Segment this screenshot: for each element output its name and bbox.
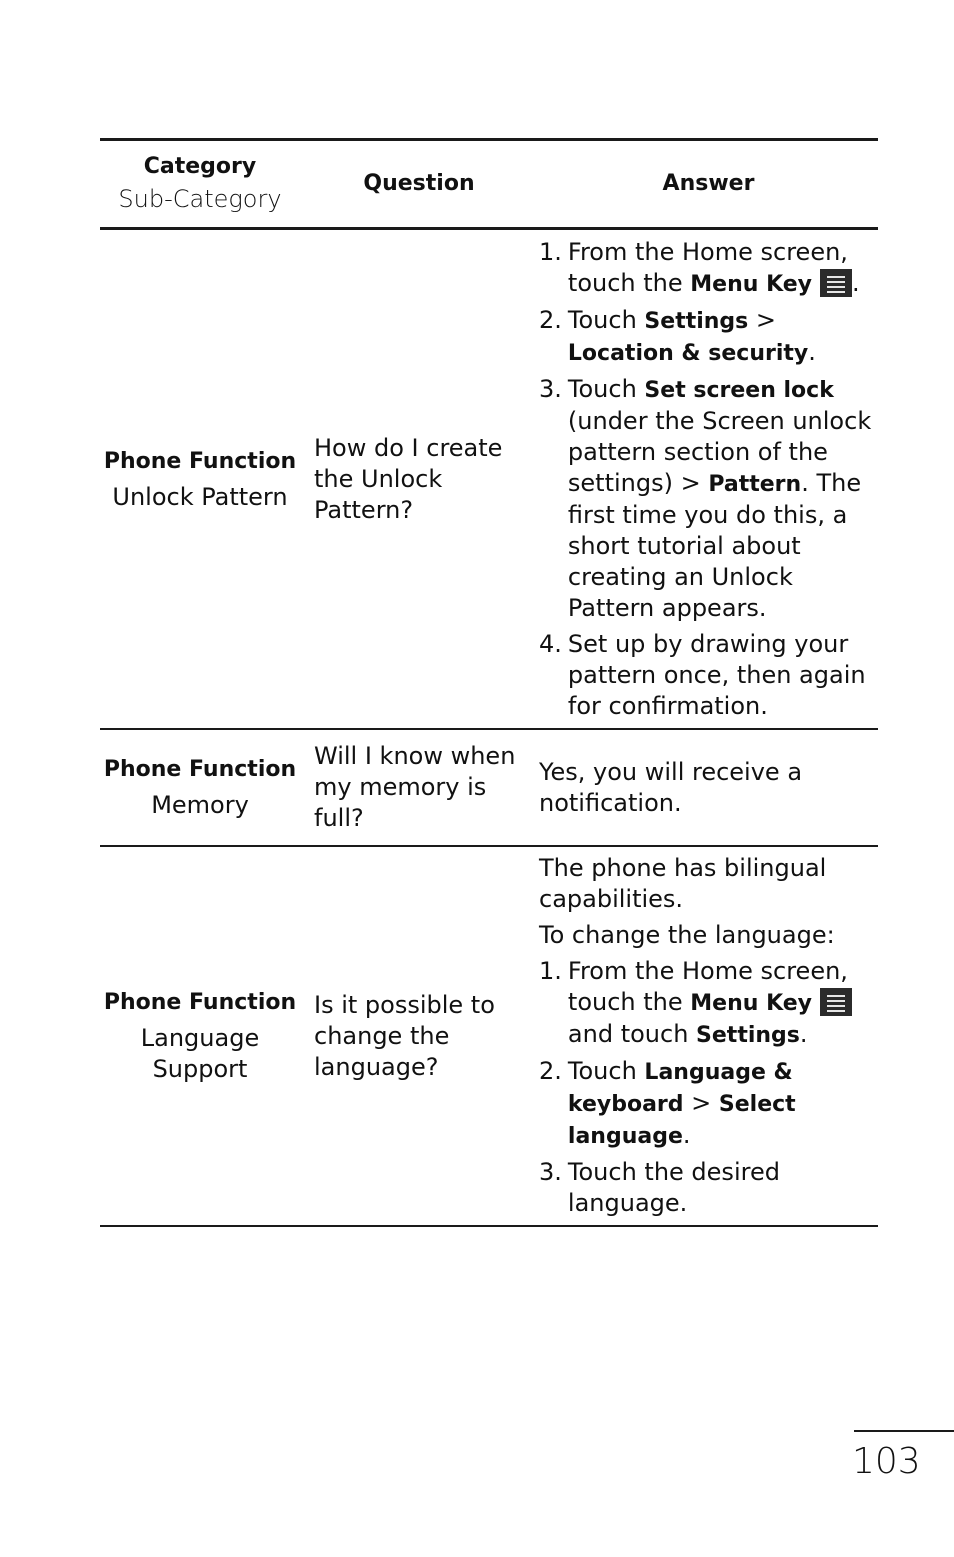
step-text: From the Home screen, touch the Menu Key .: [567, 237, 860, 297]
step-text: From the Home screen, touch the Menu Key and touch Settings.: [568, 956, 878, 1051]
answer-step: [539, 1056, 878, 1152]
answer-intro: The phone has bilingual capabilities.: [539, 854, 827, 913]
question: Is it possible to change the language?: [314, 990, 495, 1081]
answer-step: [539, 956, 878, 1051]
sub-category: Memory: [151, 791, 249, 819]
header-sub-category: Sub-Category: [118, 185, 282, 213]
step-number: 3.: [539, 1158, 562, 1186]
question-cell: [314, 730, 524, 845]
sub-category: Unlock Pattern: [112, 482, 288, 511]
table-row: [100, 230, 878, 730]
step-number: 1.: [539, 957, 562, 985]
answer-cell: [539, 230, 878, 728]
table-row: [100, 730, 878, 847]
step-number: 2.: [539, 305, 562, 334]
header-category: Category: [143, 154, 257, 179]
step-text: Touch Language & keyboard > Select language.: [567, 1057, 796, 1149]
answer-step: [539, 629, 878, 722]
question: How do I create the Unlock Pattern?: [314, 433, 503, 524]
step-number: 1.: [539, 237, 562, 266]
answer-cell: [539, 730, 878, 845]
step-text: Set up by drawing your pattern once, then again for confirmation.: [567, 629, 866, 720]
header-answer: Answer: [662, 171, 755, 196]
header-category-cell: [100, 141, 300, 227]
menu-key-icon: [820, 988, 852, 1016]
answer-step: [539, 237, 878, 300]
table-row: [100, 847, 878, 1227]
step-text: Touch the desired language.: [567, 1158, 780, 1217]
sub-category: Language Support: [140, 1024, 260, 1083]
category: Phone Function: [103, 757, 297, 782]
answer-step: [539, 305, 878, 369]
step-text: Touch Settings > Location & security.: [567, 305, 816, 366]
menu-key-icon: [820, 269, 852, 297]
step-number: 4.: [539, 629, 562, 658]
header-question: Question: [363, 171, 475, 196]
answer-cell: [539, 847, 878, 1225]
category-cell: [100, 730, 300, 845]
category-cell: [100, 847, 300, 1225]
category: Phone Function: [103, 990, 297, 1015]
table-header-row: [100, 141, 878, 230]
answer-step: [539, 374, 878, 624]
header-answer-cell: [539, 141, 878, 227]
category-cell: [100, 230, 300, 728]
page-number: 103: [852, 1441, 921, 1482]
category: Phone Function: [103, 448, 297, 474]
question: Will I know when my memory is full?: [314, 742, 516, 832]
page-number-rule: [854, 1430, 954, 1432]
step-number: 2.: [539, 1057, 562, 1085]
header-question-cell: [314, 141, 524, 227]
faq-table: [100, 138, 878, 1227]
answer-step: [539, 1157, 878, 1219]
step-number: 3.: [539, 374, 562, 403]
question-cell: [314, 847, 524, 1225]
answer-intro: To change the language:: [539, 921, 835, 949]
answer-text: Yes, you will receive a notification.: [539, 757, 803, 817]
step-text: Touch Set screen lock (under the Screen unlock pattern section of the settings) > Pattern. The first time you do this, a short tutorial about creating an Unlock Pattern appears.: [567, 374, 872, 622]
question-cell: [314, 230, 524, 728]
